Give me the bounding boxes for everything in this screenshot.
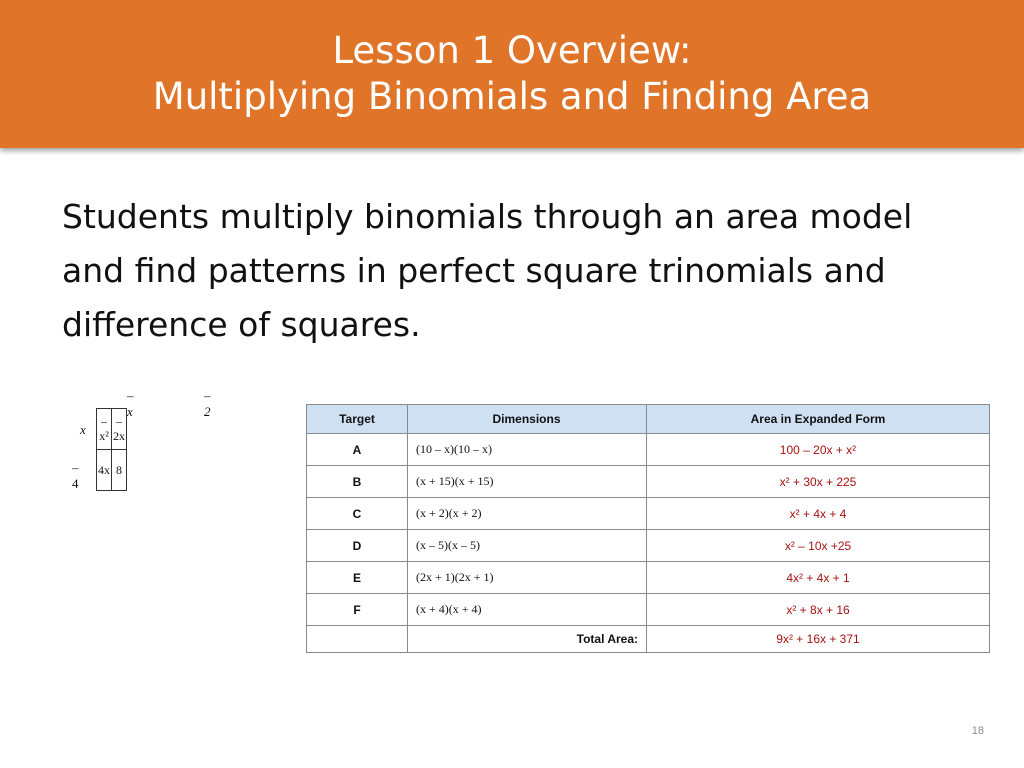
total-value: 9x² + 16x + 371 [647,626,990,653]
area-model-cell: –x² [97,409,112,450]
body-paragraph: Students multiply binomials through an area model and find patterns in perfect square trinomials and difference of squares. [62,197,913,344]
area-model-col-label: –x [127,388,134,419]
dimensions-cell: (2x + 1)(2x + 1) [408,562,647,594]
dimensions-cell: (x + 15)(x + 15) [408,466,647,498]
target-cell: F [307,594,408,626]
target-area-table [306,404,990,653]
table-row [307,562,990,594]
dimensions-cell: (x + 4)(x + 4) [408,594,647,626]
area-model-cell: 8 [112,450,127,491]
area-cell: 100 – 20x + x² [647,434,990,466]
area-model-row-label: x [80,422,86,437]
area-cell: 4x² + 4x + 1 [647,562,990,594]
total-label: Total Area: [408,626,647,653]
table-row [307,594,990,626]
table-header: Dimensions [408,405,647,434]
slide-title-line2: Multiplying Binomials and Finding Area [152,75,872,118]
table-row [307,498,990,530]
target-cell: E [307,562,408,594]
area-model-grid [96,408,127,491]
empty-cell [307,626,408,653]
table-row [307,466,990,498]
area-model-cell: –2x [112,409,127,450]
page-number: 18 [971,725,984,737]
dimensions-cell: (x + 2)(x + 2) [408,498,647,530]
table-header: Area in Expanded Form [647,405,990,434]
title-banner [0,0,1024,148]
area-cell: x² + 30x + 225 [647,466,990,498]
target-cell: D [307,530,408,562]
dimensions-cell: (x – 5)(x – 5) [408,530,647,562]
area-cell: x² + 4x + 4 [647,498,990,530]
dimensions-cell: (10 – x)(10 – x) [408,434,647,466]
area-cell: x² + 8x + 16 [647,594,990,626]
table-header: Target [307,405,408,434]
area-model-row-label: –4 [72,460,79,491]
target-cell: A [307,434,408,466]
slide-title-line1: Lesson 1 Overview: [332,29,692,72]
target-cell: C [307,498,408,530]
area-cell: x² – 10x +25 [647,530,990,562]
target-cell: B [307,466,408,498]
area-model-col-label: –2 [204,388,211,419]
total-row [307,626,990,653]
area-model-cell: 4x [97,450,112,491]
table-row [307,530,990,562]
table-row [307,434,990,466]
